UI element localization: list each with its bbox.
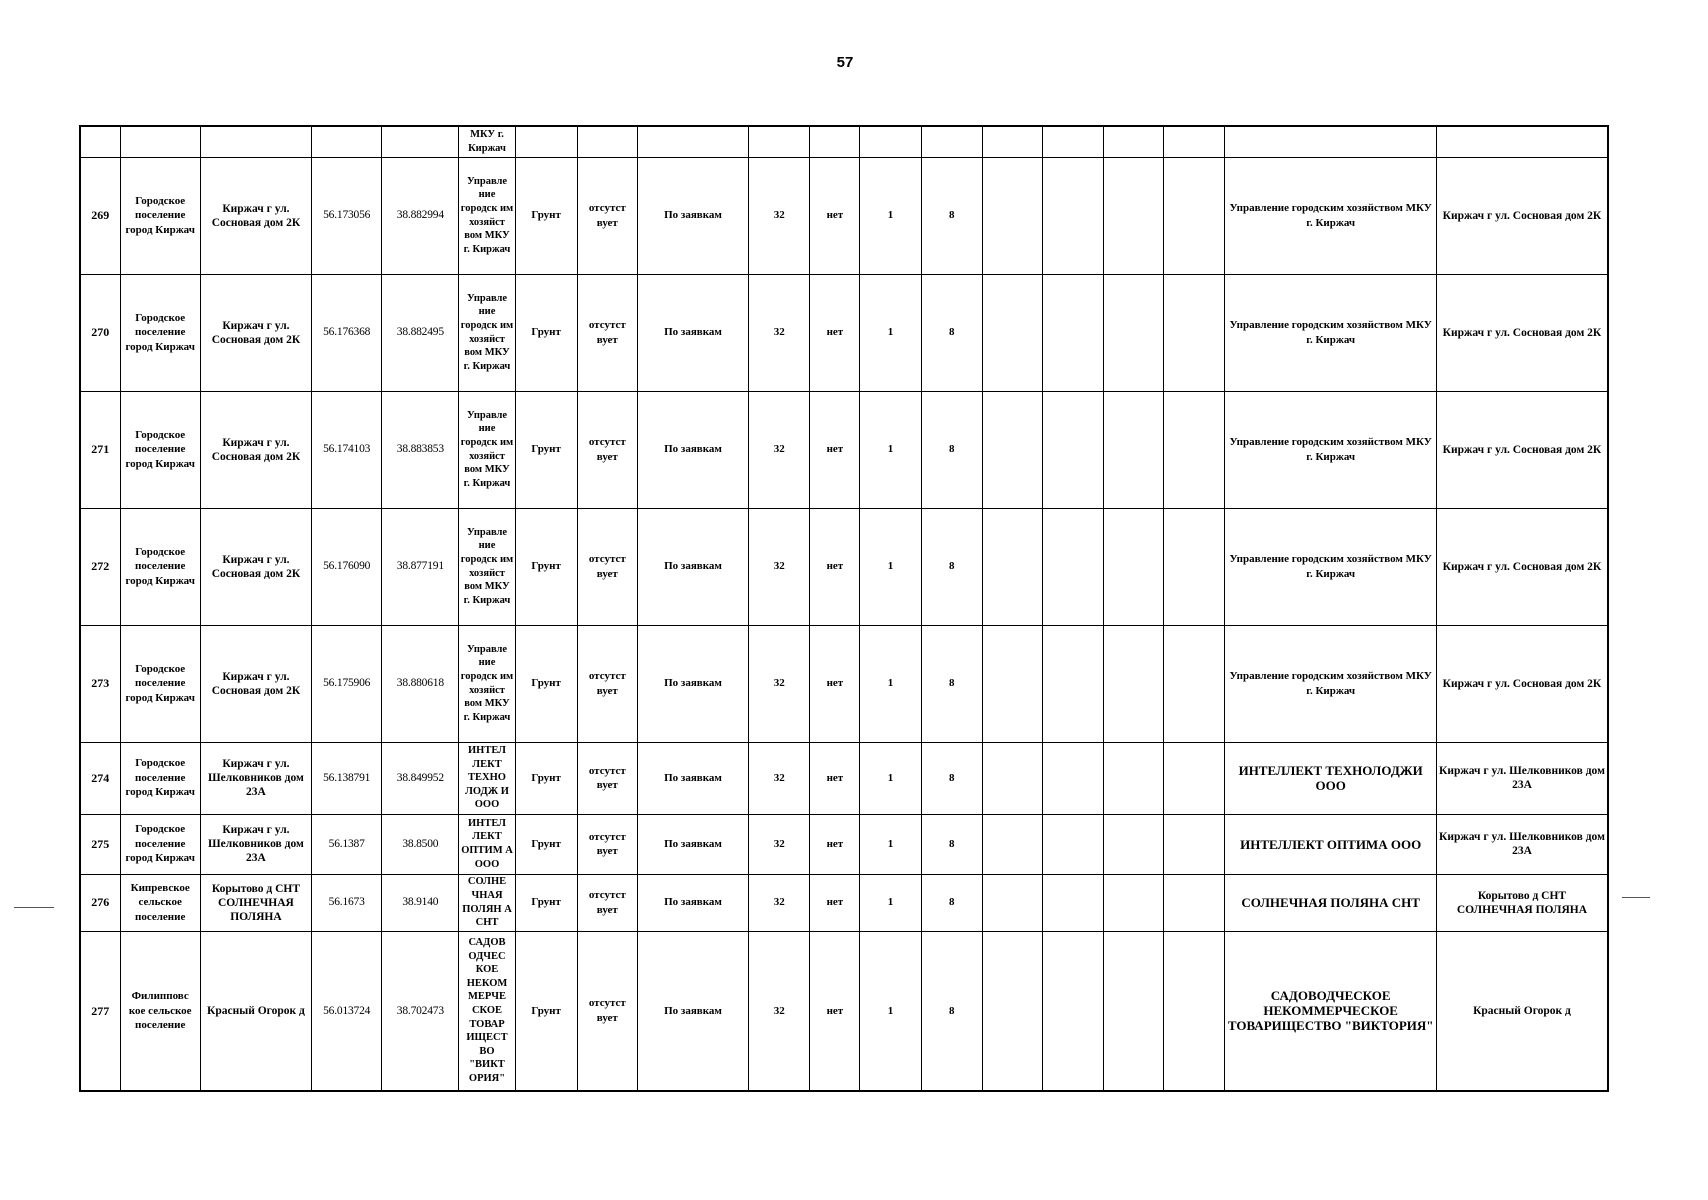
fence-cell: отсутст вует xyxy=(577,874,637,931)
lon-cell: 38.877191 xyxy=(382,508,459,625)
num-cell: 277 xyxy=(80,931,120,1091)
schedule-cell: По заявкам xyxy=(637,931,748,1091)
settlement-cell: Городское поселение город Киржач xyxy=(120,391,200,508)
volume-cell: 32 xyxy=(749,625,810,742)
surface-cell: Грунт xyxy=(515,157,577,274)
lat-cell: 56.174103 xyxy=(312,391,382,508)
volume-cell: 32 xyxy=(749,157,810,274)
owner-short-cell: Управле ние городск им хозяйст вом МКУ г. Киржач xyxy=(459,157,515,274)
extra-cell xyxy=(1042,508,1103,625)
lat-cell xyxy=(312,126,382,157)
source-cell: Красный Огорок д xyxy=(1436,931,1608,1091)
lon-cell: 38.882495 xyxy=(382,274,459,391)
containers-cell: 1 xyxy=(860,814,921,874)
source-cell: Киржач г ул. Шелковников дом 23А xyxy=(1436,742,1608,814)
extra-cell xyxy=(1104,874,1164,931)
lat-cell: 56.1673 xyxy=(312,874,382,931)
owner-full-cell: ИНТЕЛЛЕКТ ОПТИМА ООО xyxy=(1225,814,1437,874)
settlement-cell: Филипповс кое сельское поселение xyxy=(120,931,200,1091)
address-cell: Киржач г ул. Сосновая дом 2К xyxy=(200,508,311,625)
fence-cell: отсутст вует xyxy=(577,814,637,874)
surface-cell: Грунт xyxy=(515,625,577,742)
lon-cell: 38.883853 xyxy=(382,391,459,508)
address-cell: Корытово д СНТ СОЛНЕЧНАЯ ПОЛЯНА xyxy=(200,874,311,931)
extra-cell xyxy=(1042,391,1103,508)
surface-cell: Грунт xyxy=(515,274,577,391)
extra-cell xyxy=(1104,742,1164,814)
owner-short-cell: САДОВ ОДЧЕС КОЕ НЕКОМ МЕРЧЕ СКОЕ ТОВАР ИЩЕСТ ВО "ВИКТ ОРИЯ" xyxy=(459,931,515,1091)
lat-cell: 56.173056 xyxy=(312,157,382,274)
separate-cell: нет xyxy=(810,274,860,391)
lon-cell: 38.880618 xyxy=(382,625,459,742)
extra-cell xyxy=(1164,874,1225,931)
source-cell: Киржач г ул. Сосновая дом 2К xyxy=(1436,508,1608,625)
extra-cell xyxy=(1104,814,1164,874)
table-row xyxy=(80,742,1608,814)
table-row xyxy=(80,157,1608,274)
schedule-cell: По заявкам xyxy=(637,742,748,814)
fence-cell: отсутст вует xyxy=(577,508,637,625)
separate-cell: нет xyxy=(810,625,860,742)
containers-cell: 1 xyxy=(860,742,921,814)
surface-cell: Грунт xyxy=(515,931,577,1091)
capacity-cell: 8 xyxy=(921,508,982,625)
lon-cell xyxy=(382,126,459,157)
num-cell: 274 xyxy=(80,742,120,814)
address-cell: Киржач г ул. Сосновая дом 2К xyxy=(200,625,311,742)
continuation-row xyxy=(80,126,1608,157)
extra-cell xyxy=(1164,931,1225,1091)
capacity-cell: 8 xyxy=(921,391,982,508)
lon-cell: 38.9140 xyxy=(382,874,459,931)
lat-cell: 56.1387 xyxy=(312,814,382,874)
containers-cell: 1 xyxy=(860,874,921,931)
num-cell: 273 xyxy=(80,625,120,742)
capacity-cell: 8 xyxy=(921,874,982,931)
schedule-cell: По заявкам xyxy=(637,874,748,931)
owner-full-cell: СОЛНЕЧНАЯ ПОЛЯНА СНТ xyxy=(1225,874,1437,931)
extra-cell xyxy=(1164,508,1225,625)
settlement-cell: Городское поселение город Киржач xyxy=(120,274,200,391)
separate-cell: нет xyxy=(810,742,860,814)
lat-cell: 56.176368 xyxy=(312,274,382,391)
address-cell: Красный Огорок д xyxy=(200,931,311,1091)
settlement-cell: Городское поселение город Киржач xyxy=(120,814,200,874)
table-row xyxy=(80,931,1608,1091)
extra-cell xyxy=(1104,931,1164,1091)
separate-cell: нет xyxy=(810,508,860,625)
scan-artifact-right xyxy=(1622,897,1650,898)
volume-cell: 32 xyxy=(749,742,810,814)
settlement-cell xyxy=(120,126,200,157)
extra-cell xyxy=(1042,931,1103,1091)
num-cell: 276 xyxy=(80,874,120,931)
page-number: 57 xyxy=(836,54,854,71)
owner-short-cell: Управле ние городск им хозяйст вом МКУ г. Киржач xyxy=(459,508,515,625)
table-row xyxy=(80,874,1608,931)
volume-cell: 32 xyxy=(749,391,810,508)
volume-cell: 32 xyxy=(749,874,810,931)
extra-cell xyxy=(982,391,1042,508)
lon-cell: 38.849952 xyxy=(382,742,459,814)
schedule-cell: По заявкам xyxy=(637,391,748,508)
owner-short-cell: МКУ г. Киржач xyxy=(459,126,515,157)
surface-cell: Грунт xyxy=(515,874,577,931)
address-cell: Киржач г ул. Сосновая дом 2К xyxy=(200,274,311,391)
schedule-cell: По заявкам xyxy=(637,814,748,874)
settlement-cell: Городское поселение город Киржач xyxy=(120,742,200,814)
capacity-cell: 8 xyxy=(921,814,982,874)
num-cell: 270 xyxy=(80,274,120,391)
surface-cell: Грунт xyxy=(515,508,577,625)
extra-cell xyxy=(1104,508,1164,625)
volume-cell: 32 xyxy=(749,931,810,1091)
lat-cell: 56.138791 xyxy=(312,742,382,814)
surface-cell: Грунт xyxy=(515,742,577,814)
schedule-cell: По заявкам xyxy=(637,508,748,625)
extra-cell xyxy=(1104,274,1164,391)
containers-cell: 1 xyxy=(860,625,921,742)
address-cell: Киржач г ул. Сосновая дом 2К xyxy=(200,391,311,508)
source-cell: Корытово д СНТ СОЛНЕЧНАЯ ПОЛЯНА xyxy=(1436,874,1608,931)
num-cell: 272 xyxy=(80,508,120,625)
capacity-cell: 8 xyxy=(921,625,982,742)
num-cell: 271 xyxy=(80,391,120,508)
fence-cell: отсутст вует xyxy=(577,391,637,508)
extra-cell xyxy=(1104,625,1164,742)
containers-cell: 1 xyxy=(860,931,921,1091)
owner-short-cell: Управле ние городск им хозяйст вом МКУ г. Киржач xyxy=(459,625,515,742)
owner-short-cell: Управле ние городск им хозяйст вом МКУ г. Киржач xyxy=(459,274,515,391)
scan-artifact-left xyxy=(14,907,54,908)
source-cell: Киржач г ул. Сосновая дом 2К xyxy=(1436,157,1608,274)
extra-cell xyxy=(982,814,1042,874)
num-cell xyxy=(80,126,120,157)
volume-cell: 32 xyxy=(749,508,810,625)
separate-cell: нет xyxy=(810,157,860,274)
capacity-cell: 8 xyxy=(921,931,982,1091)
capacity-cell: 8 xyxy=(921,742,982,814)
schedule-cell: По заявкам xyxy=(637,625,748,742)
owner-short-cell: СОЛНЕ ЧНАЯ ПОЛЯН А СНТ xyxy=(459,874,515,931)
extra-cell xyxy=(1164,742,1225,814)
address-cell xyxy=(200,126,311,157)
lat-cell: 56.013724 xyxy=(312,931,382,1091)
volume-cell: 32 xyxy=(749,814,810,874)
separate-cell: нет xyxy=(810,931,860,1091)
volume-cell: 32 xyxy=(749,274,810,391)
extra-cell xyxy=(1164,625,1225,742)
table-row xyxy=(80,274,1608,391)
containers-cell: 1 xyxy=(860,391,921,508)
owner-short-cell: ИНТЕЛ ЛЕКТ ТЕХНО ЛОДЖ И ООО xyxy=(459,742,515,814)
lon-cell: 38.702473 xyxy=(382,931,459,1091)
owner-full-cell: Управление городским хозяйством МКУ г. Киржач xyxy=(1225,157,1437,274)
extra-cell xyxy=(982,931,1042,1091)
lat-cell: 56.176090 xyxy=(312,508,382,625)
owner-full-cell: САДОВОДЧЕСКОЕ НЕКОММЕРЧЕСКОЕ ТОВАРИЩЕСТВО "ВИКТОРИЯ" xyxy=(1225,931,1437,1091)
fence-cell: отсутст вует xyxy=(577,931,637,1091)
extra-cell xyxy=(1104,157,1164,274)
capacity-cell: 8 xyxy=(921,274,982,391)
owner-full-cell: Управление городским хозяйством МКУ г. Киржач xyxy=(1225,391,1437,508)
settlement-cell: Городское поселение город Киржач xyxy=(120,157,200,274)
table-row xyxy=(80,391,1608,508)
extra-cell xyxy=(1042,874,1103,931)
table-row xyxy=(80,814,1608,874)
owner-full-cell: Управление городским хозяйством МКУ г. Киржач xyxy=(1225,625,1437,742)
owner-short-cell: ИНТЕЛ ЛЕКТ ОПТИМ А ООО xyxy=(459,814,515,874)
source-cell: Киржач г ул. Сосновая дом 2К xyxy=(1436,274,1608,391)
extra-cell xyxy=(1042,742,1103,814)
fence-cell: отсутст вует xyxy=(577,625,637,742)
fence-cell: отсутст вует xyxy=(577,742,637,814)
extra-cell xyxy=(982,157,1042,274)
settlement-cell: Кипревское сельское поселение xyxy=(120,874,200,931)
owner-short-cell: Управле ние городск им хозяйст вом МКУ г. Киржач xyxy=(459,391,515,508)
surface-cell: Грунт xyxy=(515,814,577,874)
containers-cell: 1 xyxy=(860,508,921,625)
separate-cell: нет xyxy=(810,874,860,931)
owner-full-cell: Управление городским хозяйством МКУ г. Киржач xyxy=(1225,508,1437,625)
table-row xyxy=(80,625,1608,742)
extra-cell xyxy=(1104,391,1164,508)
lon-cell: 38.8500 xyxy=(382,814,459,874)
lat-cell: 56.175906 xyxy=(312,625,382,742)
waste-sites-registry-table xyxy=(79,125,1609,1092)
owner-full-cell: ИНТЕЛЛЕКТ ТЕХНОЛОДЖИ ООО xyxy=(1225,742,1437,814)
extra-cell xyxy=(1164,814,1225,874)
source-cell: Киржач г ул. Сосновая дом 2К xyxy=(1436,625,1608,742)
extra-cell xyxy=(1042,814,1103,874)
extra-cell xyxy=(1164,391,1225,508)
schedule-cell: По заявкам xyxy=(637,274,748,391)
extra-cell xyxy=(982,625,1042,742)
address-cell: Киржач г ул. Шелковников дом 23А xyxy=(200,742,311,814)
settlement-cell: Городское поселение город Киржач xyxy=(120,625,200,742)
extra-cell xyxy=(1164,274,1225,391)
fence-cell: отсутст вует xyxy=(577,274,637,391)
containers-cell: 1 xyxy=(860,157,921,274)
address-cell: Киржач г ул. Шелковников дом 23А xyxy=(200,814,311,874)
num-cell: 269 xyxy=(80,157,120,274)
extra-cell xyxy=(1042,274,1103,391)
lon-cell: 38.882994 xyxy=(382,157,459,274)
extra-cell xyxy=(982,274,1042,391)
source-cell: Киржач г ул. Сосновая дом 2К xyxy=(1436,391,1608,508)
owner-full-cell: Управление городским хозяйством МКУ г. Киржач xyxy=(1225,274,1437,391)
fence-cell: отсутст вует xyxy=(577,157,637,274)
separate-cell: нет xyxy=(810,391,860,508)
separate-cell: нет xyxy=(810,814,860,874)
table-row xyxy=(80,508,1608,625)
schedule-cell: По заявкам xyxy=(637,157,748,274)
extra-cell xyxy=(1164,157,1225,274)
address-cell: Киржач г ул. Сосновая дом 2К xyxy=(200,157,311,274)
settlement-cell: Городское поселение город Киржач xyxy=(120,508,200,625)
capacity-cell: 8 xyxy=(921,157,982,274)
extra-cell xyxy=(982,508,1042,625)
containers-cell: 1 xyxy=(860,274,921,391)
extra-cell xyxy=(982,742,1042,814)
extra-cell xyxy=(982,874,1042,931)
extra-cell xyxy=(1042,625,1103,742)
surface-cell: Грунт xyxy=(515,391,577,508)
extra-cell xyxy=(1042,157,1103,274)
num-cell: 275 xyxy=(80,814,120,874)
source-cell: Киржач г ул. Шелковников дом 23А xyxy=(1436,814,1608,874)
